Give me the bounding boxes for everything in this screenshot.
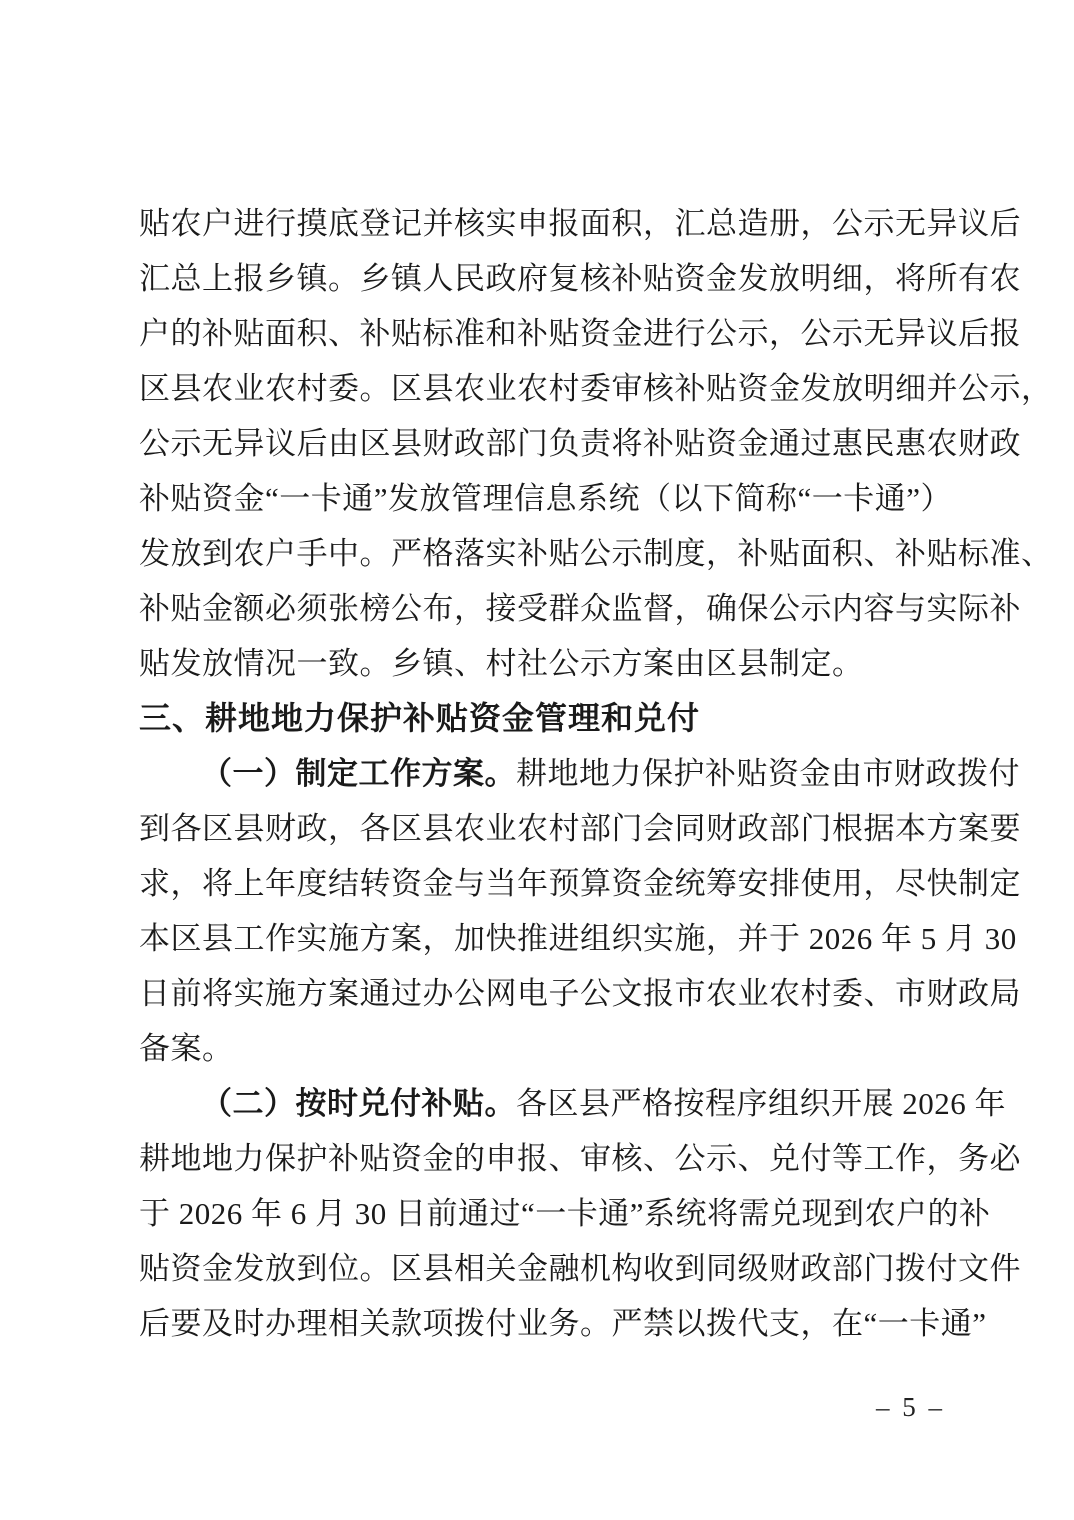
paragraph-line: 补贴资金“一卡通”发放管理信息系统（以下简称“一卡通”）: [139, 481, 953, 516]
paragraph-line: 求，将上年度结转资金与当年预算资金统筹安排使用，尽快制定: [139, 866, 1021, 901]
subsection-title: （一）制定工作方案。: [201, 756, 516, 791]
paragraph-line: 到各区县财政，各区县农业农村部门会同财政部门根据本方案要: [139, 811, 1021, 846]
paragraph-line: 贴资金发放到位。区县相关金融机构收到同级财政部门拨付文件: [139, 1251, 1021, 1286]
section-heading: 三、耕地地力保护补贴资金管理和兑付: [139, 700, 701, 736]
paragraph-line: 公示无异议后由区县财政部门负责将补贴资金通过惠民惠农财政: [139, 426, 1021, 461]
paragraph-line: 于 2026 年 6 月 30 日前通过“一卡通”系统将需兑现到农户的补: [139, 1196, 991, 1231]
paragraph-text: 各区县严格按程序组织开展 2026 年: [516, 1086, 1006, 1121]
paragraph-line: 耕地地力保护补贴资金的申报、审核、公示、兑付等工作，务必: [139, 1141, 1021, 1176]
paragraph-line: 本区县工作实施方案，加快推进组织实施，并于 2026 年 5 月 30: [139, 921, 1017, 956]
paragraph-text: 耕地地力保护补贴资金由市财政拨付: [516, 756, 1020, 791]
paragraph-line: [139, 1076, 1006, 1131]
paragraph-line: 贴农户进行摸底登记并核实申报面积，汇总造册，公示无异议后: [139, 206, 1021, 241]
paragraph-line: [139, 746, 1020, 801]
paragraph-line: 备案。: [139, 1031, 234, 1066]
paragraph-line: 户的补贴面积、补贴标准和补贴资金进行公示，公示无异议后报: [139, 316, 1021, 351]
paragraph-line: 发放到农户手中。严格落实补贴公示制度，补贴面积、补贴标准、: [139, 536, 1053, 571]
paragraph-line: 贴发放情况一致。乡镇、村社公示方案由区县制定。: [139, 646, 864, 681]
paragraph-line: 日前将实施方案通过办公网电子公文报市农业农村委、市财政局: [139, 976, 1021, 1011]
paragraph-line: 补贴金额必须张榜公布，接受群众监督，确保公示内容与实际补: [139, 591, 1021, 626]
paragraph-line: 后要及时办理相关款项拨付业务。严禁以拨代支，在“一卡通”: [139, 1306, 987, 1341]
paragraph-line: 汇总上报乡镇。乡镇人民政府复核补贴资金发放明细，将所有农: [139, 261, 1021, 296]
page-number: – 5 –: [876, 1392, 945, 1422]
subsection-title: （二）按时兑付补贴。: [201, 1086, 516, 1121]
paragraph-line: 区县农业农村委。区县农业农村委审核补贴资金发放明细并公示，: [139, 371, 1053, 406]
document-body: [139, 196, 1053, 1351]
